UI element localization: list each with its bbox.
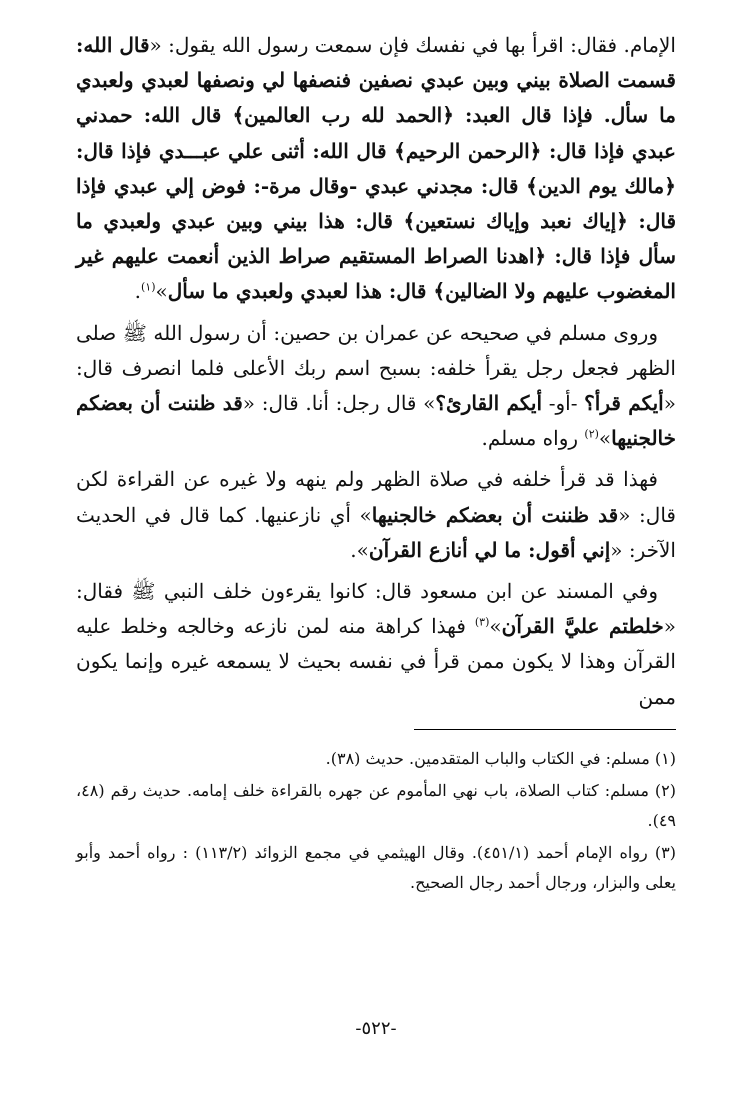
text-run: »: [155, 279, 168, 304]
main-text: [76, 28, 676, 715]
paragraph-1: [76, 28, 676, 310]
hadith-quote: قد ظننت أن بعضكم خالجنيها: [371, 502, 619, 527]
footnote-3: (٣) رواه الإمام أحمد (٤٥١/١). وقال الهيثمي في مجمع الزوائد (١١٣/٢) : رواه أحمد وأبو يعلى والبزار، ورجال أحمد رجال الصحيح.: [76, 842, 677, 892]
hadith-quote: قال الله: قسمت الصلاة بيني وبين عبدي نصفين فنصفها لي ونصفها لعبدي ولعبدي ما سأل. فإذا قال العبد: ﴿الحمد لله رب العالمين﴾ قال الله: حمدني عبدي فإذا قال: ﴿الرحمن الرحيم﴾ قال الله: أثنى علي عبـــدي فإذا قال: ﴿مالك يوم الدين﴾ قال: مجدني عبدي -وقال مرة-: فوض إلي عبدي فإذا قال: ﴿إياك نعبد وإياك نستعين﴾ قال: هذا بيني وبين عبدي ولعبدي ما سأل فإذا قال: ﴿اهدنا الصراط المستقيم صراط الذين أنعمت عليهم غير المغضوب عليهم ولا الضالين﴾ قال: هذا لعبدي ولعبدي ما سأل: [76, 33, 676, 304]
text-run: »: [598, 426, 612, 451]
hadith-quote: أيكم القارئ؟: [435, 391, 543, 416]
text-run: » قال رجل: أنا. قال: «: [242, 391, 436, 416]
footnote-ref: (٢): [584, 427, 599, 441]
text-run: -أو-: [542, 391, 585, 416]
paragraph-3: [76, 462, 676, 568]
text-run: ».: [350, 537, 369, 562]
hadith-quote: إني أقول: ما لي أنازع القرآن: [368, 537, 611, 562]
text-run: فهذا قد قرأ خلفه في صلاة الظهر ولم ينهه ولا غيره عن القراءة لكن قال: «: [76, 467, 676, 527]
text-run: وروى مسلم في صحيحه عن عمران بن حصين: أن رسول الله ﷺ صلى الظهر فجعل رجل يقرأ خلفه: بسبح اسم ربك الأعلى فلما انصرف قال: «: [76, 320, 676, 416]
footnote-separator: [414, 729, 676, 730]
paragraph-2: [76, 316, 676, 457]
footnote-1: (١) مسلم: في الكتاب والباب المتقدمين. حديث (٣٨).: [325, 748, 676, 768]
hadith-quote: خلطتم عليَّ القرآن: [501, 614, 664, 639]
text-run: الإمام. فقال: اقرأ بها في نفسك فإن سمعت رسول الله يقول: «: [149, 33, 676, 57]
text-run: رواه مسلم.: [481, 426, 585, 451]
footnotes: [76, 744, 676, 898]
text-run: »: [489, 614, 502, 639]
hadith-quote: قد ظننت أن بعضكم خالجنيها: [76, 391, 676, 451]
footnote-ref: (١): [140, 280, 156, 294]
text-run: فهذا كراهة منه لمن نازعه وخالجه وخلط عليه القرآن وهذا لا يكون ممن قرأ في نفسه بحيث لا يسمعه غيره وإنما يكون ممن: [76, 614, 676, 709]
text-run: .: [134, 279, 141, 304]
footnote-ref: (٣): [474, 615, 490, 629]
page-number: -٥٢٢-: [355, 1018, 397, 1039]
hadith-quote: أيكم قرأ؟: [584, 391, 664, 416]
text-run: وفي المسند عن ابن مسعود قال: كانوا يقرءون خلف النبي ﷺ فقال: «: [76, 579, 676, 639]
text-run: » أي نازعنيها. كما قال في الحديث الآخر: «: [76, 502, 676, 562]
footnote-2: (٢) مسلم: كتاب الصلاة، باب نهي المأموم عن جهره بالقراءة خلف إمامه. حديث رقم (٤٨، ٤٩).: [76, 780, 676, 830]
paragraph-4: [76, 574, 676, 715]
